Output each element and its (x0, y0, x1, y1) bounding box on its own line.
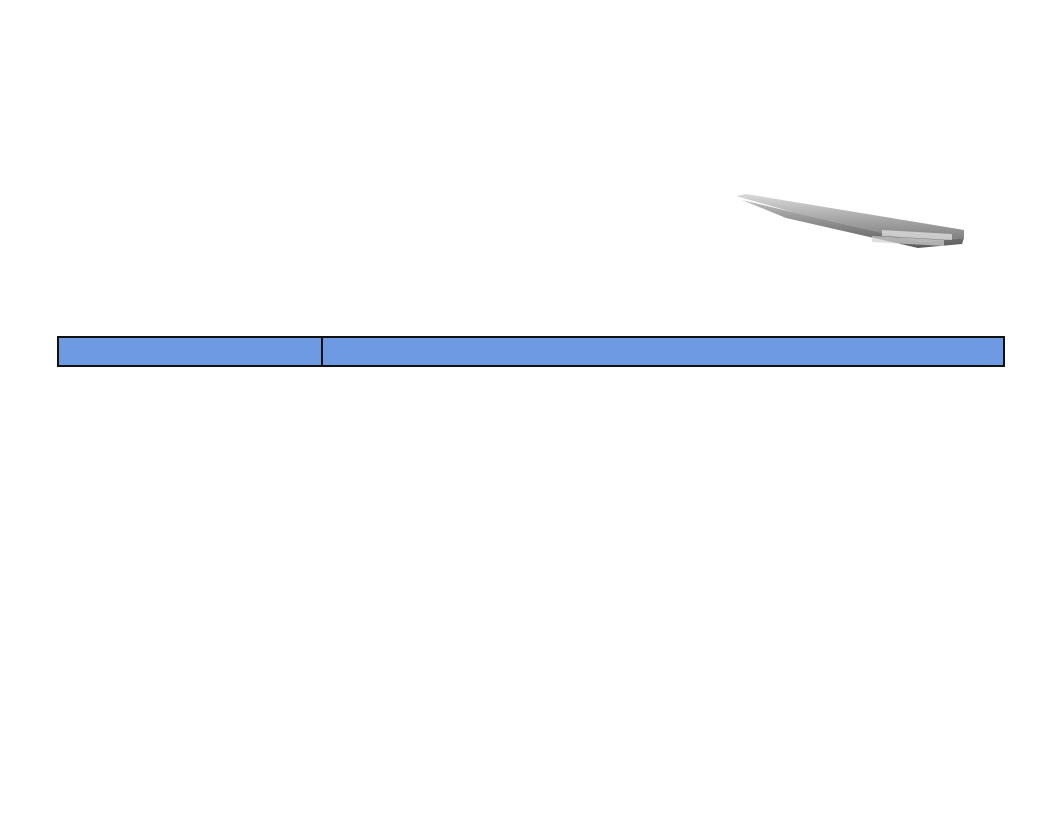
flat-bar-image (732, 190, 968, 256)
width-header (58, 337, 322, 366)
thickness-header (322, 337, 1004, 366)
thickness-width-table (57, 336, 1005, 367)
